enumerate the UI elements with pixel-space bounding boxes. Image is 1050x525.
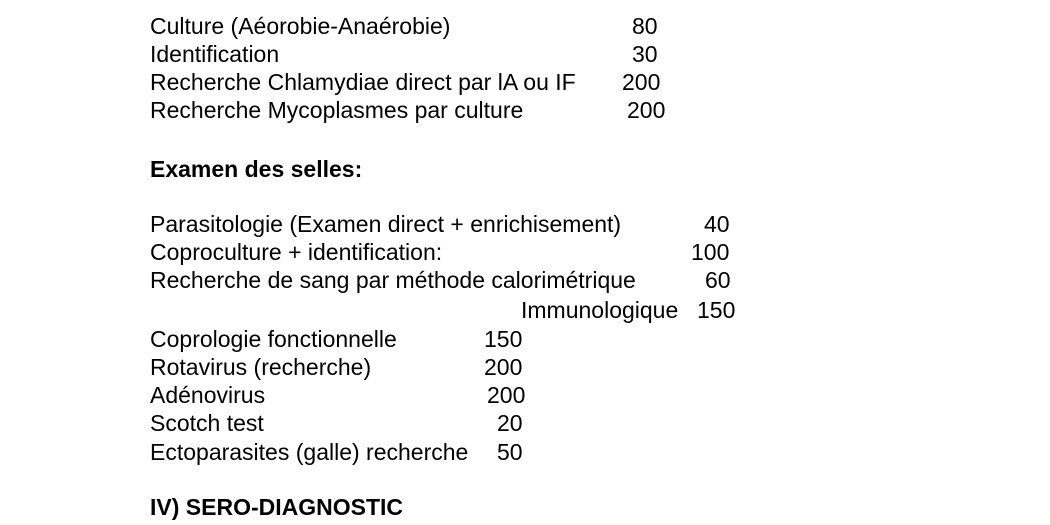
row-value: 200 [487, 382, 526, 408]
row-label: Recherche Mycoplasmes par culture [150, 97, 524, 123]
row-label: Identification [150, 41, 280, 67]
row-value: 20 [497, 410, 523, 436]
row-value: 200 [484, 354, 523, 380]
row-value: 200 [622, 69, 661, 95]
row-value: 40 [704, 211, 730, 237]
row-label: Scotch test [150, 410, 264, 436]
row-value: 100 [691, 239, 730, 265]
row-label: Recherche Chlamydiae direct par lA ou IF [150, 69, 576, 95]
row-value: 150 [484, 326, 523, 352]
row-value: 80 [632, 13, 658, 39]
row-value: 50 [497, 439, 523, 465]
row-value: 60 [705, 267, 731, 293]
row-label: Ectoparasites (galle) recherche [150, 439, 469, 465]
section-heading: Examen des selles: [150, 156, 363, 182]
row-label: Adénovirus [150, 382, 266, 408]
row-label: Culture (Aéorobie-Anaérobie) [150, 13, 451, 39]
row-label: Rotavirus (recherche) [150, 354, 372, 380]
section-heading: IV) SERO-DIAGNOSTIC [150, 494, 404, 520]
row-label: Recherche de sang par méthode calorimétrique [150, 267, 636, 293]
row-label: Immunologique [521, 297, 679, 323]
row-value: 150 [697, 297, 736, 323]
row-value: 30 [632, 41, 658, 67]
row-label: Coprologie fonctionnelle [150, 326, 397, 352]
row-label: Parasitologie (Examen direct + enrichisement) [150, 211, 622, 237]
row-value: 200 [627, 97, 666, 123]
row-label: Coproculture + identification: [150, 239, 443, 265]
